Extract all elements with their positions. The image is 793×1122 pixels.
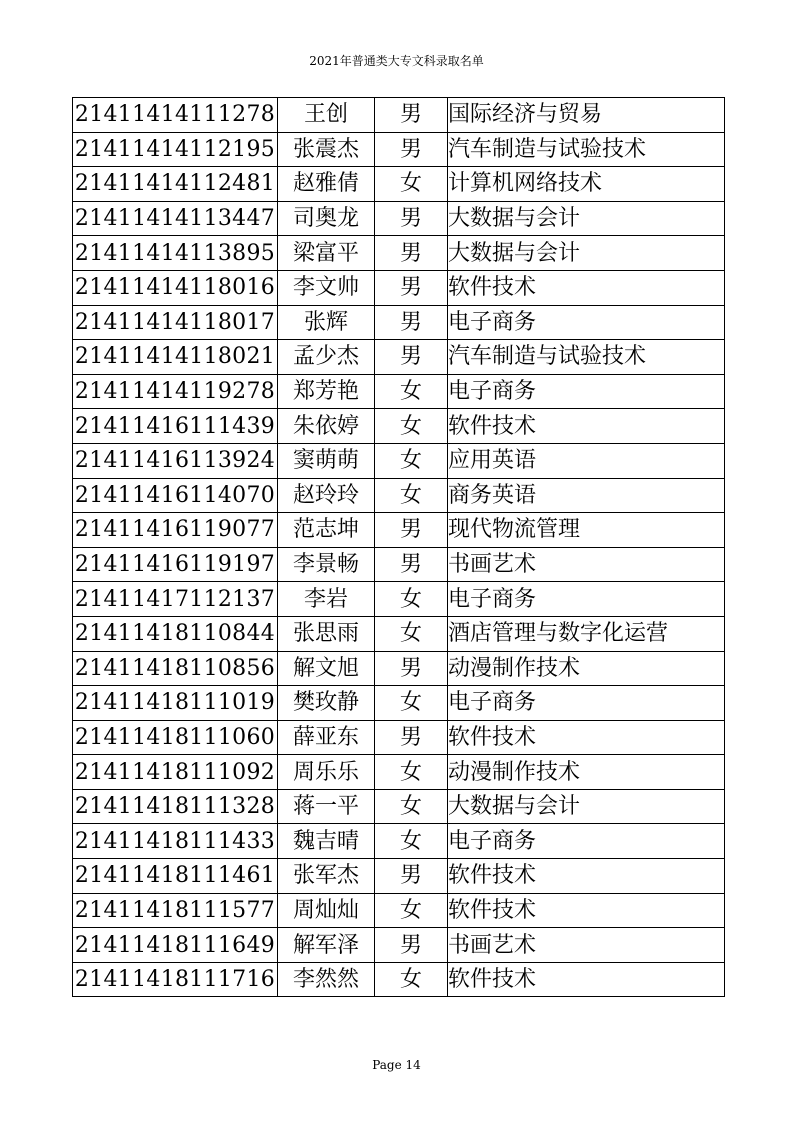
student-name-cell: 李景畅 [278, 547, 375, 582]
student-name-cell: 赵玲玲 [278, 478, 375, 513]
gender-cell: 男 [375, 340, 448, 375]
student-name-cell: 孟少杰 [278, 340, 375, 375]
major-cell: 软件技术 [448, 720, 725, 755]
student-id-cell: 21411414112195 [73, 132, 278, 167]
student-id-cell: 21411414118017 [73, 305, 278, 340]
major-cell: 动漫制作技术 [448, 755, 725, 790]
table-row [73, 409, 725, 444]
gender-cell: 男 [375, 270, 448, 305]
gender-cell: 男 [375, 928, 448, 963]
major-cell: 国际经济与贸易 [448, 98, 725, 133]
major-cell: 电子商务 [448, 686, 725, 721]
table-row [73, 443, 725, 478]
student-id-cell: 21411418111092 [73, 755, 278, 790]
major-cell: 汽车制造与试验技术 [448, 132, 725, 167]
gender-cell: 男 [375, 513, 448, 548]
major-cell: 书画艺术 [448, 547, 725, 582]
gender-cell: 女 [375, 443, 448, 478]
student-id-cell: 21411418111716 [73, 962, 278, 997]
student-id-cell: 21411416111439 [73, 409, 278, 444]
table-row [73, 340, 725, 375]
major-cell: 酒店管理与数字化运营 [448, 616, 725, 651]
student-id-cell: 21411416119197 [73, 547, 278, 582]
table-row [73, 616, 725, 651]
major-cell: 电子商务 [448, 374, 725, 409]
major-cell: 软件技术 [448, 859, 725, 894]
major-cell: 软件技术 [448, 893, 725, 928]
gender-cell: 女 [375, 789, 448, 824]
page-title: 2021年普通类大专文科录取名单 [309, 54, 484, 68]
table-row [73, 824, 725, 859]
student-name-cell: 赵雅倩 [278, 167, 375, 202]
student-name-cell: 薛亚东 [278, 720, 375, 755]
gender-cell: 男 [375, 201, 448, 236]
student-name-cell: 解文旭 [278, 651, 375, 686]
student-id-cell: 21411418111577 [73, 893, 278, 928]
student-name-cell: 李岩 [278, 582, 375, 617]
gender-cell: 女 [375, 478, 448, 513]
gender-cell: 男 [375, 547, 448, 582]
student-name-cell: 樊玫静 [278, 686, 375, 721]
student-name-cell: 张辉 [278, 305, 375, 340]
major-cell: 软件技术 [448, 409, 725, 444]
student-name-cell: 窦萌萌 [278, 443, 375, 478]
gender-cell: 女 [375, 755, 448, 790]
student-id-cell: 21411414113447 [73, 201, 278, 236]
major-cell: 汽车制造与试验技术 [448, 340, 725, 375]
student-id-cell: 21411418111461 [73, 859, 278, 894]
student-id-cell: 21411418111060 [73, 720, 278, 755]
student-name-cell: 蒋一平 [278, 789, 375, 824]
student-name-cell: 解军泽 [278, 928, 375, 963]
major-cell: 软件技术 [448, 962, 725, 997]
student-name-cell: 李然然 [278, 962, 375, 997]
student-name-cell: 王创 [278, 98, 375, 133]
table-row [73, 755, 725, 790]
student-name-cell: 魏吉晴 [278, 824, 375, 859]
gender-cell: 女 [375, 962, 448, 997]
table-row [73, 789, 725, 824]
table-row [73, 859, 725, 894]
gender-cell: 女 [375, 616, 448, 651]
admission-table-body [73, 98, 725, 997]
gender-cell: 男 [375, 98, 448, 133]
table-row [73, 132, 725, 167]
gender-cell: 男 [375, 132, 448, 167]
student-name-cell: 司奥龙 [278, 201, 375, 236]
table-row [73, 651, 725, 686]
major-cell: 电子商务 [448, 305, 725, 340]
table-row [73, 374, 725, 409]
gender-cell: 男 [375, 305, 448, 340]
table-row [73, 270, 725, 305]
student-id-cell: 21411417112137 [73, 582, 278, 617]
table-row [73, 686, 725, 721]
student-id-cell: 21411416114070 [73, 478, 278, 513]
gender-cell: 女 [375, 824, 448, 859]
gender-cell: 男 [375, 720, 448, 755]
student-id-cell: 21411414111278 [73, 98, 278, 133]
major-cell: 电子商务 [448, 582, 725, 617]
major-cell: 电子商务 [448, 824, 725, 859]
student-name-cell: 周乐乐 [278, 755, 375, 790]
major-cell: 书画艺术 [448, 928, 725, 963]
table-row [73, 928, 725, 963]
student-id-cell: 21411418111328 [73, 789, 278, 824]
major-cell: 大数据与会计 [448, 201, 725, 236]
major-cell: 现代物流管理 [448, 513, 725, 548]
student-id-cell: 21411418110856 [73, 651, 278, 686]
student-id-cell: 21411414112481 [73, 167, 278, 202]
table-row [73, 201, 725, 236]
major-cell: 商务英语 [448, 478, 725, 513]
table-row [73, 513, 725, 548]
student-id-cell: 21411418110844 [73, 616, 278, 651]
table-row [73, 236, 725, 271]
student-id-cell: 21411416119077 [73, 513, 278, 548]
gender-cell: 男 [375, 236, 448, 271]
table-row [73, 720, 725, 755]
gender-cell: 男 [375, 859, 448, 894]
student-name-cell: 周灿灿 [278, 893, 375, 928]
student-id-cell: 21411416113924 [73, 443, 278, 478]
table-row [73, 98, 725, 133]
student-id-cell: 21411418111019 [73, 686, 278, 721]
student-id-cell: 21411414118016 [73, 270, 278, 305]
student-name-cell: 梁富平 [278, 236, 375, 271]
gender-cell: 女 [375, 686, 448, 721]
major-cell: 软件技术 [448, 270, 725, 305]
gender-cell: 女 [375, 409, 448, 444]
gender-cell: 女 [375, 374, 448, 409]
table-row [73, 547, 725, 582]
major-cell: 计算机网络技术 [448, 167, 725, 202]
student-id-cell: 21411414113895 [73, 236, 278, 271]
table-row [73, 167, 725, 202]
major-cell: 应用英语 [448, 443, 725, 478]
gender-cell: 女 [375, 582, 448, 617]
student-name-cell: 范志坤 [278, 513, 375, 548]
student-name-cell: 郑芳艳 [278, 374, 375, 409]
table-row [73, 582, 725, 617]
student-id-cell: 21411414119278 [73, 374, 278, 409]
gender-cell: 女 [375, 167, 448, 202]
gender-cell: 女 [375, 893, 448, 928]
student-name-cell: 李文帅 [278, 270, 375, 305]
table-row [73, 478, 725, 513]
table-row [73, 893, 725, 928]
student-name-cell: 张思雨 [278, 616, 375, 651]
major-cell: 动漫制作技术 [448, 651, 725, 686]
student-id-cell: 21411418111649 [73, 928, 278, 963]
major-cell: 大数据与会计 [448, 789, 725, 824]
major-cell: 大数据与会计 [448, 236, 725, 271]
admission-table [72, 97, 725, 997]
student-name-cell: 朱依婷 [278, 409, 375, 444]
student-name-cell: 张军杰 [278, 859, 375, 894]
student-id-cell: 21411414118021 [73, 340, 278, 375]
table-row [73, 962, 725, 997]
gender-cell: 男 [375, 651, 448, 686]
page-number: Page 14 [372, 1058, 421, 1072]
table-row [73, 305, 725, 340]
student-id-cell: 21411418111433 [73, 824, 278, 859]
student-name-cell: 张震杰 [278, 132, 375, 167]
